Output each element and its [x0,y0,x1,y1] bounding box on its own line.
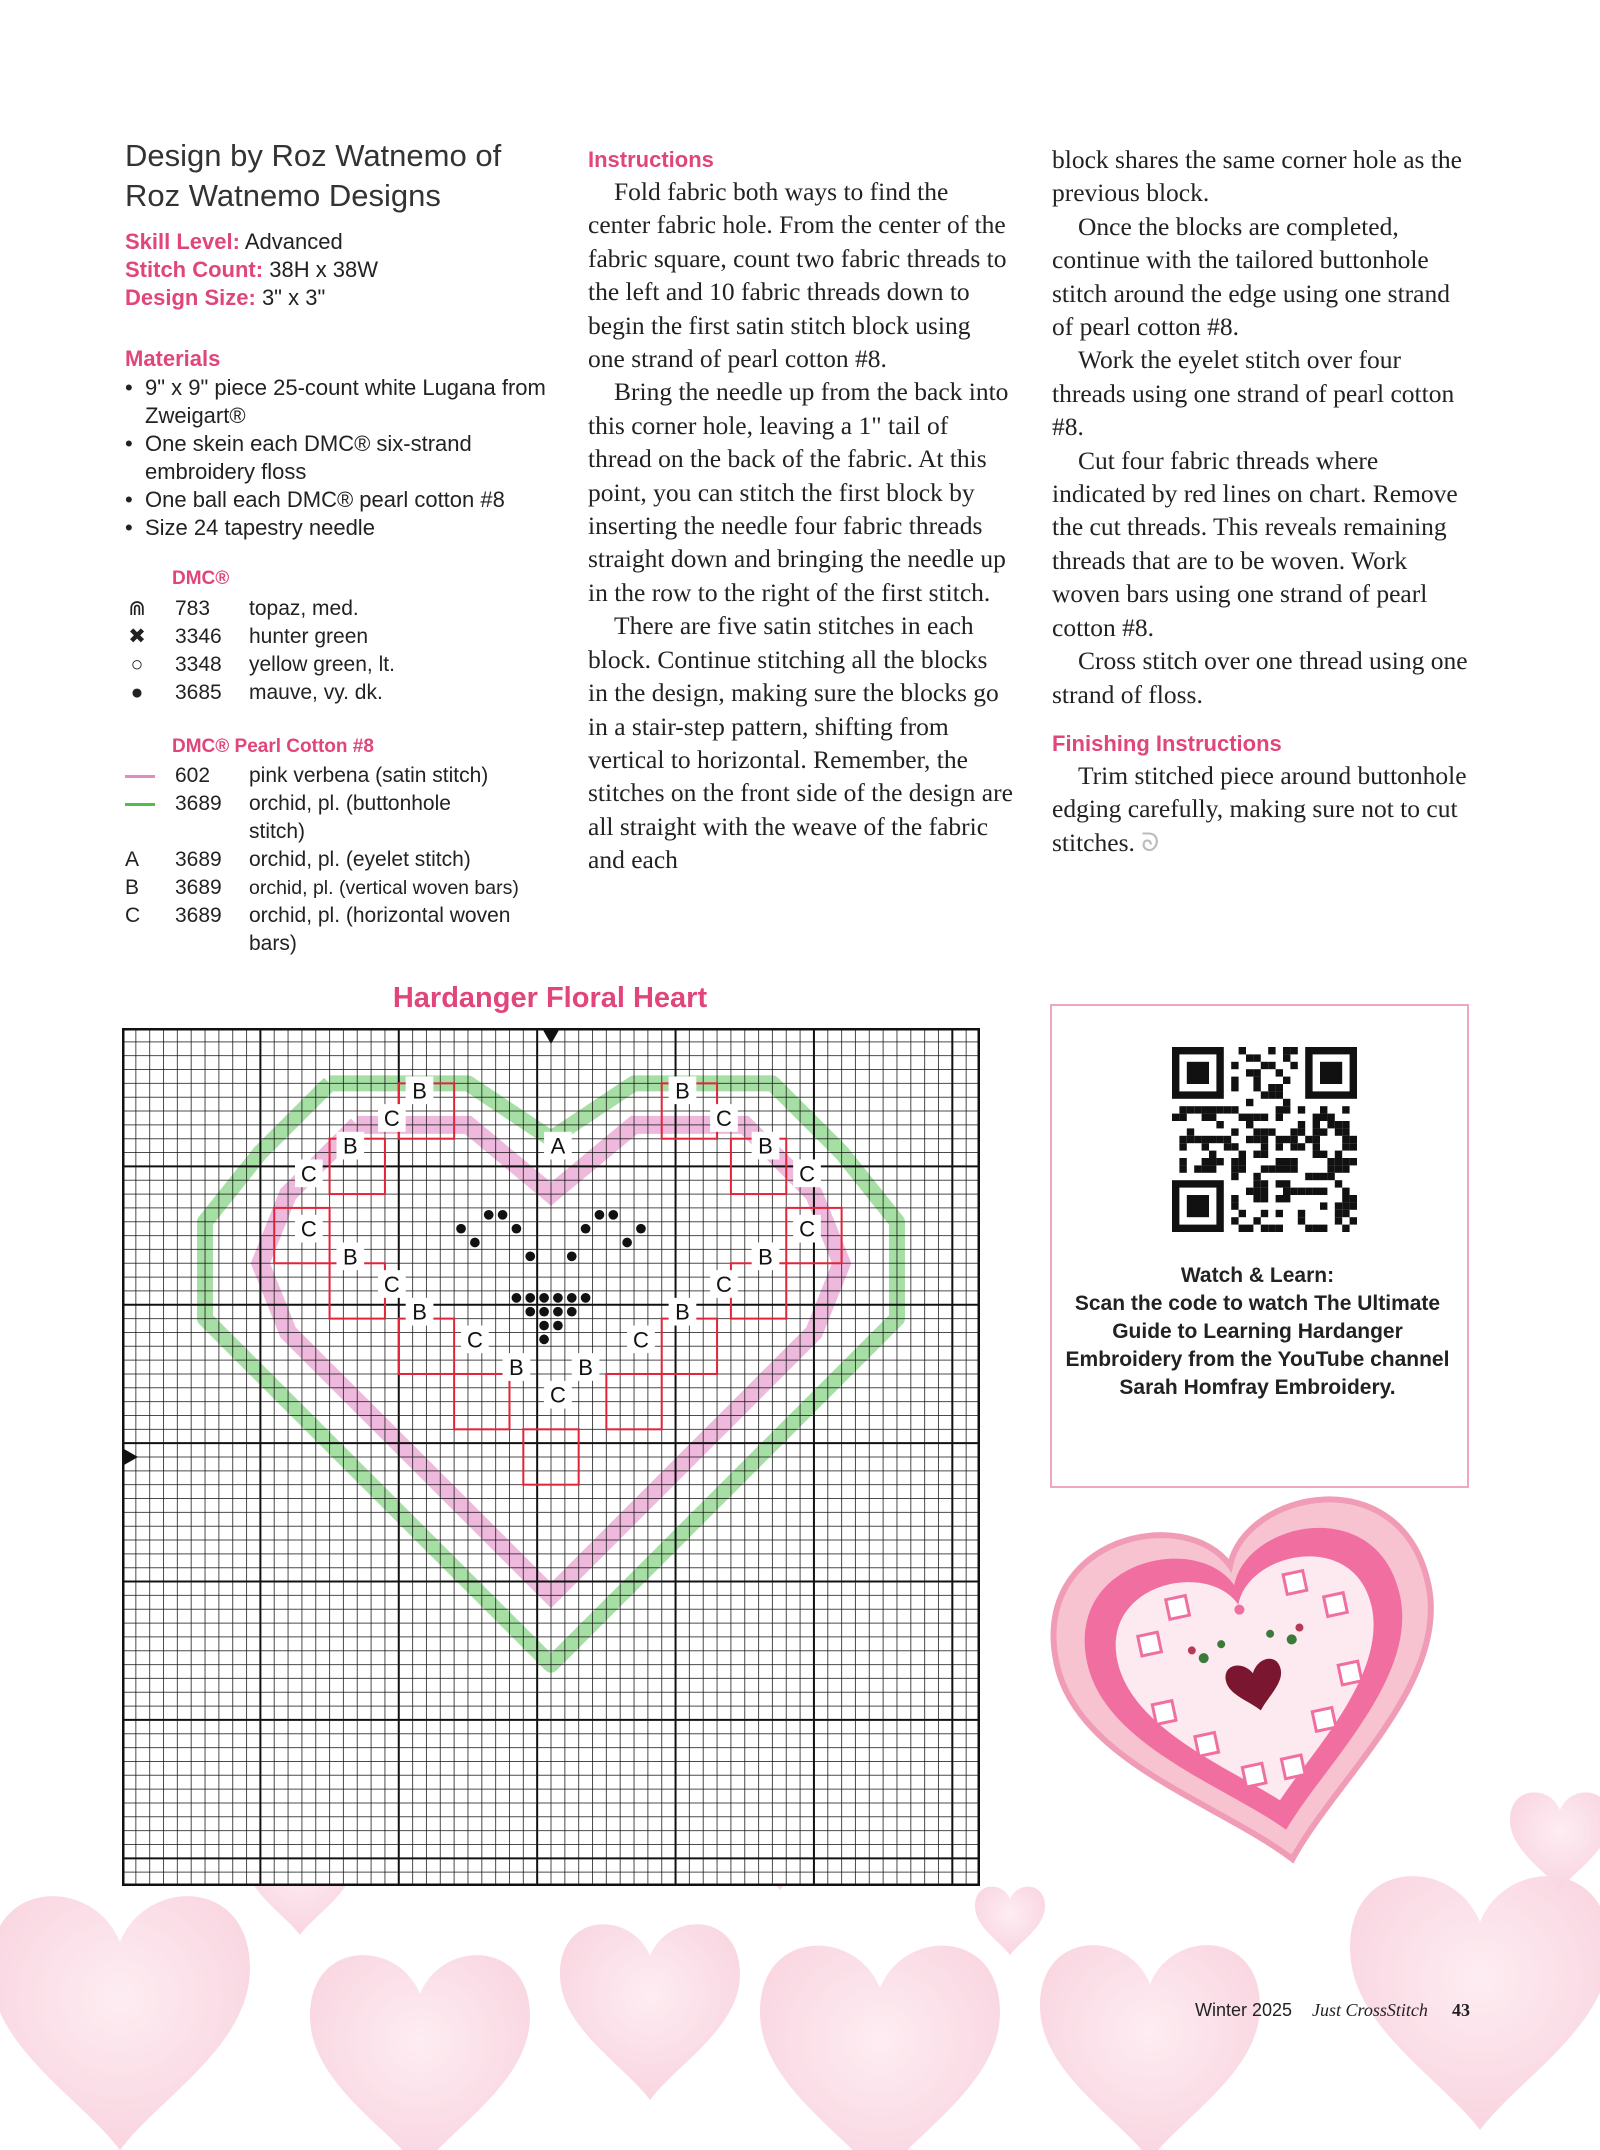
floss-stitch-mark [581,1224,591,1234]
stitch-label: C [799,1216,815,1242]
stitch-label: A [550,1133,566,1159]
stitch-label: B [342,1244,358,1270]
designer-byline [125,136,565,216]
instructions-column [588,145,1013,877]
floss-stitch-mark [567,1251,577,1261]
chart-title: Hardanger Floral Heart [392,982,708,1014]
floss-name: topaz, med. [249,597,359,620]
stitch-label: B [412,1078,427,1104]
pearl-key-row [125,874,565,902]
size-label: Design Size: [125,285,256,310]
stitch-label: C [300,1161,317,1187]
stitch-label: C [466,1327,483,1353]
instruction-paragraph: There are five satin stitches in each block. Continue stitching all the blocks in the design, making sure the blocks go in a stair-step pattern, shifting from vertical to horizontal. Remember, the stitches on the front side of the design are all straight with the weave of the fabric and each [588,611,1013,875]
qr-code-icon [1172,1047,1357,1232]
stitch-label: B [675,1299,690,1325]
green-line-swatch [125,803,155,806]
pearl-symbol: A [125,848,140,871]
pearl-name: pink verbena (satin stitch) [249,764,489,787]
floss-stitch-mark [539,1321,549,1331]
floss-stitch-mark [525,1251,535,1261]
stitch-label: C [549,1382,566,1408]
skill-level [125,228,565,256]
floss-stitch-mark [470,1238,480,1248]
floss-stitch-mark [636,1224,646,1234]
pearl-name: orchid, pl. (eyelet stitch) [249,848,471,871]
pearl-key-row [125,846,565,874]
floss-stitch-mark [525,1293,535,1303]
floss-stitch-mark [539,1335,549,1345]
pearl-key-row [125,902,565,958]
pearl-key-row [125,762,565,790]
pearl-number: 3689 [175,904,222,927]
skill-label: Skill Level: [125,229,240,254]
cross-symbol-icon: ✖ [128,625,146,648]
count-value: 38H x 38W [269,257,379,282]
floss-number: 3346 [175,625,222,648]
stitch-label: B [342,1133,358,1159]
floss-key-row [125,679,565,707]
qr-caption [1060,1262,1455,1402]
floss-stitch-mark [567,1307,577,1317]
instructions-column-2 [1052,143,1477,859]
floss-stitch-mark [622,1238,632,1248]
qr-caption-text: Scan the code to watch The Ultimate Guide to Learning Hardanger Embroidery from the YouTube channel Sarah Homfray Embroidery. [1065,1292,1450,1399]
stitch-label: C [383,1105,400,1131]
footer-page-number: 43 [1452,2000,1470,2020]
materials-list [125,374,555,542]
floss-stitch-mark [567,1293,577,1303]
pearl-number: 3689 [175,848,222,871]
floss-stitch-mark [512,1224,522,1234]
pearl-symbol: B [125,876,140,899]
design-size [125,284,565,312]
materials-item: • Size 24 tapestry needle [125,514,555,542]
stitch-label: C [633,1327,649,1353]
floss-number: 3685 [175,681,222,704]
floss-stitch-mark [581,1293,591,1303]
materials-item: • 9" x 9" piece 25-count white Lugana from Zweigart® [125,374,555,430]
stitch-label: C [716,1272,732,1298]
floss-name: mauve, vy. dk. [249,681,383,704]
hardanger-chart [122,1028,980,1886]
pearl-symbol: C [125,904,141,927]
qr-caption-title: Watch & Learn: [1180,1264,1335,1287]
pearl-name: orchid, pl. (horizontal woven bars) [249,904,511,955]
stitch-label: C [383,1272,400,1298]
instruction-paragraph: Cross stitch over one thread using one strand of floss. [1052,646,1468,709]
pearl-number: 602 [175,764,211,787]
instructions-heading: Instructions [588,147,714,172]
dot-symbol-icon: ● [130,681,144,704]
materials-heading: Materials [125,346,221,371]
floss-number: 783 [175,597,211,620]
stitch-count [125,256,565,284]
floss-stitch-mark [553,1321,563,1331]
instruction-paragraph: Bring the needle up from the back into this corner hole, leaving a 1" tail of thread on the back of the fabric. At this point, you can stitch the first block by inserting the needle four fabric threads straight down and bringing the needle up in the row to the right of the first stitch. [588,377,1009,607]
floss-stitch-mark [595,1210,605,1220]
floss-stitch-mark [608,1210,618,1220]
size-value: 3" x 3" [261,285,326,310]
byline-line-2: Roz Watnemo Designs [125,178,441,213]
footer-season: Winter 2025 [1195,2000,1293,2020]
stitch-label: B [758,1133,773,1159]
floss-stitch-mark [456,1224,466,1234]
end-mark-icon: ᘐ [1141,827,1160,857]
instruction-paragraph [1052,759,1477,859]
footer-magazine: Just CrossStitch [1312,2000,1428,2020]
floss-stitch-mark [553,1307,563,1317]
floss-stitch-mark [484,1210,494,1220]
skill-value: Advanced [244,229,343,254]
pearl-number: 3689 [175,876,222,899]
floss-key-row [125,623,565,651]
stitch-label: B [578,1355,593,1381]
circle-symbol-icon: ○ [130,653,144,676]
count-label: Stitch Count: [125,257,264,282]
materials-item: • One ball each DMC® pearl cotton #8 [125,486,555,514]
floss-stitch-mark [553,1293,563,1303]
byline-line-1: Design by Roz Watnemo of [125,138,502,173]
floss-number: 3348 [175,653,222,676]
instruction-paragraph: Fold fabric both ways to find the center fabric hole. From the center of the fabric square, count two fabric threads to the left and 10 fabric threads down to begin the first satin stitch block using one strand of pearl cotton #8. [588,177,1007,374]
floss-name: hunter green [249,625,369,648]
stitch-label: C [716,1105,732,1131]
pearl-key-row [125,790,565,846]
floss-name: yellow green, lt. [249,653,395,676]
arch-symbol-icon: ⋒ [128,597,146,620]
finishing-text: Trim stitched piece around buttonhole edging carefully, making sure not to cut stitches. [1052,760,1467,857]
floss-stitch-mark [539,1307,549,1317]
instruction-paragraph: Once the blocks are completed, continue with the tailored buttonhole stitch around the edge using one strand of pearl cotton #8. [1052,211,1450,342]
floss-stitch-mark [525,1307,535,1317]
stitch-label: B [675,1078,690,1104]
stitch-label: B [412,1299,427,1325]
stitch-label: C [300,1216,317,1242]
pearl-name: orchid, pl. (vertical woven bars) [249,877,519,899]
pink-line-swatch [125,775,155,778]
instruction-paragraph: Cut four fabric threads where indicated by red lines on chart. Remove the cut threads. This reveals remaining threads that are to be woven. Work woven bars using one strand of pearl cotton #8. [1052,445,1458,642]
stitch-label: C [799,1161,815,1187]
floss-key-row [125,595,565,623]
stitch-label: B [509,1355,524,1381]
materials-item: • One skein each DMC® six-strand embroidery floss [125,430,555,486]
floss-stitch-mark [539,1293,549,1303]
floss-key-row [125,651,565,679]
instruction-paragraph: Work the eyelet stitch over four threads using one strand of pearl cotton #8. [1052,345,1455,442]
floss-stitch-mark [512,1293,522,1303]
finishing-heading: Finishing Instructions [1052,730,1282,756]
pearl-number: 3689 [175,792,222,815]
floss-key-heading: DMC® [172,568,230,589]
finished-heart-photo [1035,1478,1475,1888]
stitch-label: B [758,1244,773,1270]
pearl-key-heading: DMC® Pearl Cotton #8 [172,736,374,757]
pearl-name: orchid, pl. (buttonhole stitch) [249,792,451,843]
floss-stitch-mark [498,1210,508,1220]
instruction-paragraph: block shares the same corner hole as the previous block. [1052,145,1462,208]
